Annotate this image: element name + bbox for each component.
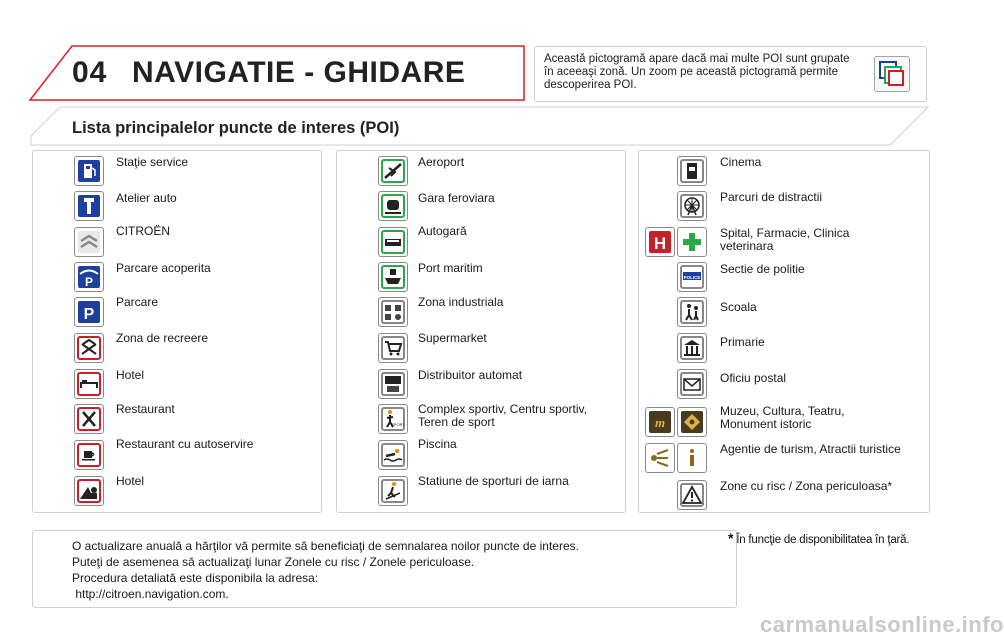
svg-text:m: m (654, 415, 666, 430)
stacked-poi-icon (874, 56, 910, 92)
poi-label: Sectie de politie (720, 262, 805, 276)
section-title: Lista principalelor puncte de interes (POI) (72, 119, 400, 137)
svg-text:SPORT: SPORT (391, 422, 405, 427)
poi-label: Zona de recreere (116, 331, 209, 345)
update-info-line: O actualizare anuală a hărţilor vă permite să beneficiaţi de semnalarea noilor puncte de interes. (72, 539, 579, 553)
poi-label: Zona industriala (418, 295, 504, 309)
poi-label: Staţie service (116, 155, 189, 169)
sport-icon (378, 404, 408, 434)
chapter-title: NAVIGATIE - GHIDARE (132, 56, 466, 89)
poi-panel-1 (32, 150, 322, 513)
poi-label: CITROËN (116, 224, 170, 238)
tourism-info-icon (677, 443, 707, 473)
fork-knife-icon (74, 404, 104, 434)
bed-icon (74, 369, 104, 399)
danger-zone-icon (677, 480, 707, 510)
self-service-icon (74, 440, 104, 470)
poi-label: Oficiu postal (720, 371, 787, 385)
police-icon (677, 262, 707, 292)
school-icon (677, 297, 707, 327)
info-note-text: Această pictogramă apare dacă mai multe POI sunt grupate în aceeaşi zonă. Un zoom pe această pictogramă permite descoperirea POI. (544, 53, 850, 91)
train-icon (378, 191, 408, 221)
atm-icon (378, 369, 408, 399)
poi-panel-2 (336, 150, 626, 513)
poi-label: Hotel (116, 474, 145, 488)
covered-parking-icon (74, 262, 104, 292)
envelope-icon (677, 369, 707, 399)
poi-label: Piscina (418, 437, 457, 451)
ferris-wheel-icon (677, 191, 707, 221)
poi-label: Scoala (720, 300, 757, 314)
poi-label: Hotel (116, 368, 145, 382)
town-hall-icon (677, 333, 707, 363)
poi-label: Parcare acoperita (116, 261, 211, 275)
poi-label: Restaurant (116, 402, 175, 416)
port-icon (378, 262, 408, 292)
skier-icon (378, 476, 408, 506)
footnote (728, 530, 909, 546)
poi-label: Supermarket (418, 331, 487, 345)
footnote-text: În funcţie de disponibilitatea în ţară. (736, 534, 910, 546)
poi-label: Port maritim (418, 261, 483, 275)
citroen-logo-icon (74, 227, 104, 257)
poi-label: Statiune de sporturi de iarna (418, 474, 569, 488)
poi-label: Muzeu, Cultura, Teatru, Monument istoric (720, 404, 845, 431)
airplane-icon (378, 156, 408, 186)
chapter-number: 04 (72, 56, 108, 89)
svg-text:P: P (83, 306, 95, 323)
poi-label: Spital, Farmacie, Clinica veterinara (720, 226, 850, 253)
footnote-mark: * (728, 530, 734, 546)
poi-panel-3 (638, 150, 930, 513)
poi-label: Autogară (418, 224, 467, 238)
update-info-line: Puteţi de asemenea să actualizaţi lunar Zonele cu risc / Zonele periculoase. (72, 555, 475, 569)
wrench-icon (74, 191, 104, 221)
update-info-line: Procedura detaliată este disponibila la adresa: (72, 571, 319, 585)
recreation-area-icon (74, 333, 104, 363)
poi-label: Restaurant cu autoservire (116, 437, 254, 451)
tourism-icon (645, 443, 675, 473)
poi-label: Cinema (720, 155, 762, 169)
culture-icon (677, 407, 707, 437)
svg-text:POLICE: POLICE (683, 275, 701, 280)
film-icon (677, 156, 707, 186)
pharmacy-icon (677, 227, 707, 257)
poi-label: Gara feroviara (418, 191, 495, 205)
poi-label: Parcare (116, 295, 159, 309)
poi-label: Agentie de turism, Atractii turistice (720, 442, 901, 456)
industrial-zone-icon (378, 297, 408, 327)
svg-text:H: H (653, 234, 667, 253)
poi-label: Atelier auto (116, 191, 177, 205)
bus-icon (378, 227, 408, 257)
poi-label: Complex sportiv, Centru sportiv, Teren de sport (418, 402, 587, 429)
svg-text:P: P (84, 275, 94, 289)
watermark: carmanualsonline.info (760, 612, 1004, 637)
museum-icon (645, 407, 675, 437)
poi-label: Distribuitor automat (418, 368, 523, 382)
poi-label: Parcuri de distractii (720, 190, 823, 204)
poi-label: Primarie (720, 335, 765, 349)
poi-label: Zone cu risc / Zona periculoasa* (720, 479, 893, 493)
hospital-icon (645, 227, 675, 257)
update-info-link[interactable]: http://citroen.navigation.com. (72, 587, 229, 601)
poi-label: Aeroport (418, 155, 465, 169)
parking-icon (74, 297, 104, 327)
fuel-pump-icon (74, 156, 104, 186)
shopping-cart-icon (378, 333, 408, 363)
swimmer-icon (378, 440, 408, 470)
mountain-hotel-icon (74, 476, 104, 506)
